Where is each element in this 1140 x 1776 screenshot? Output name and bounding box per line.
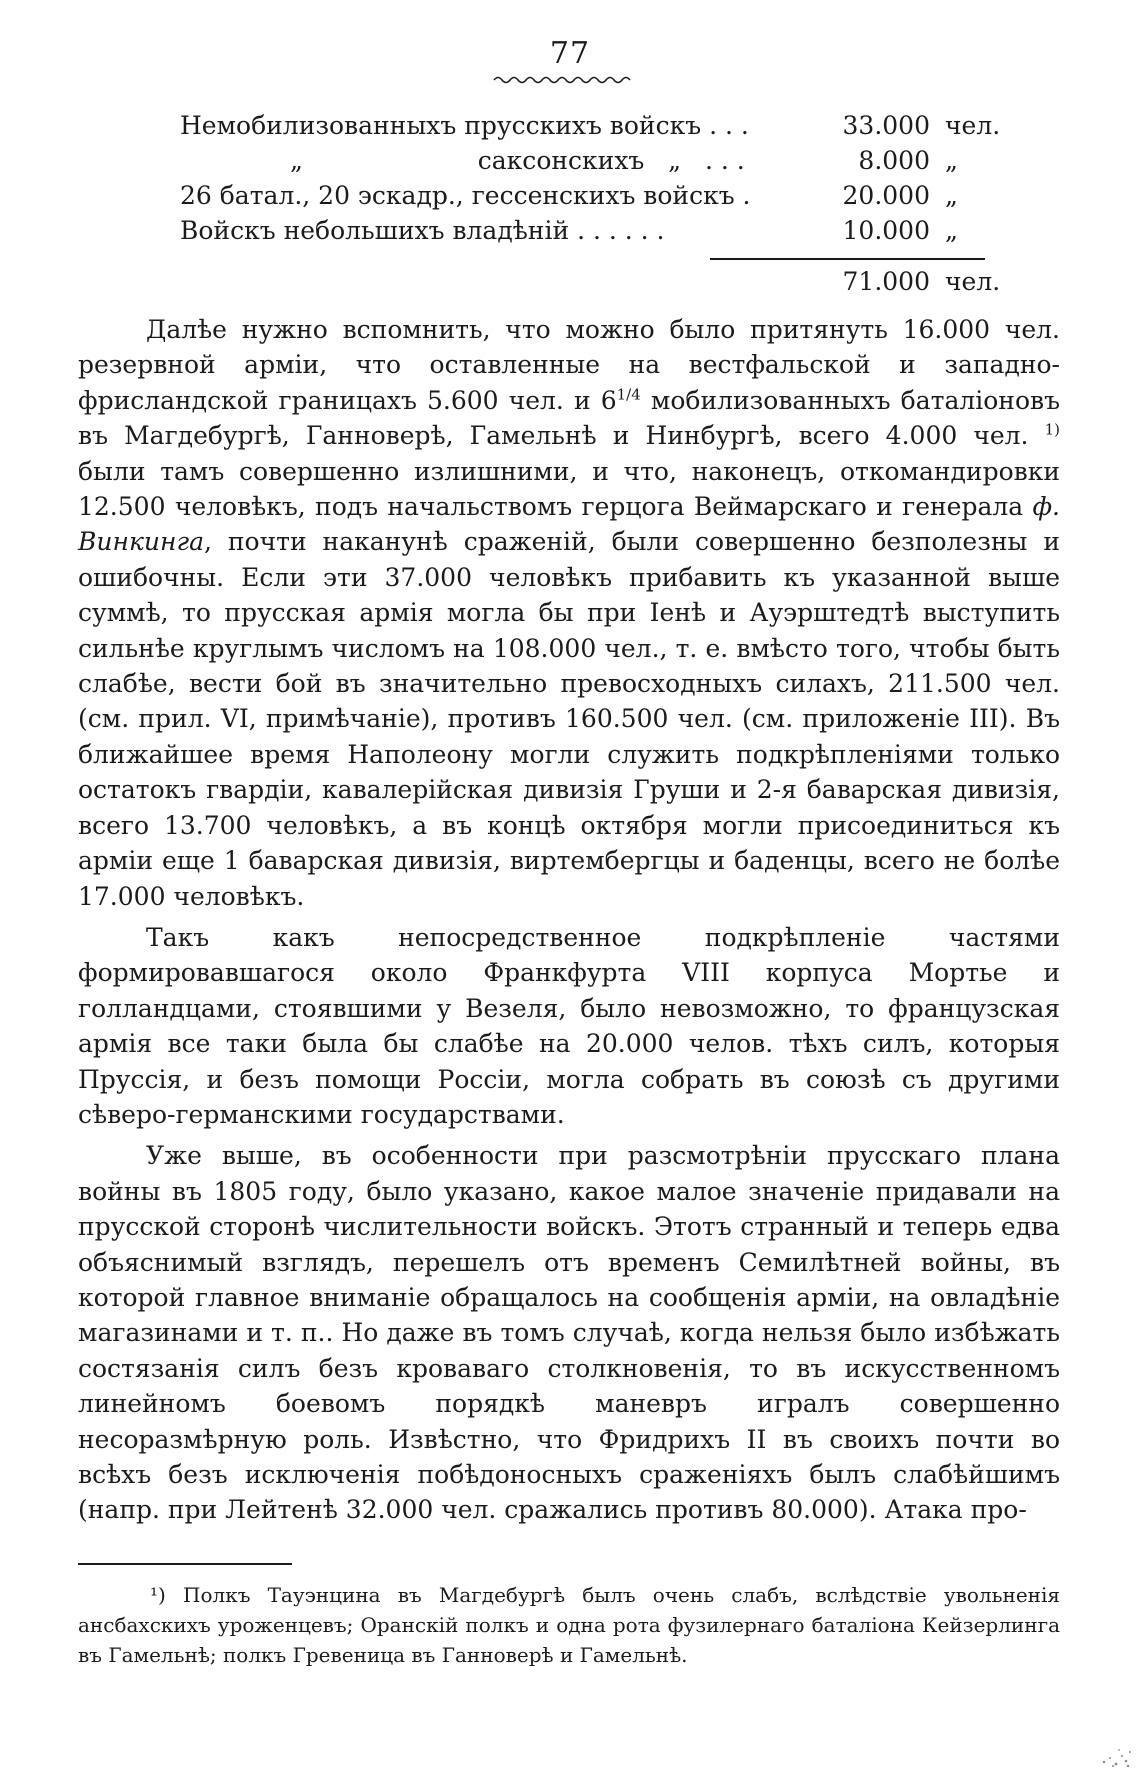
tally-total-value: 71.000 [842, 267, 930, 296]
emphasized-name: ф. Винкинга [78, 492, 1060, 557]
troop-tally [180, 108, 1001, 296]
text-run: Далѣе нужно вспомнить, что можно было притянуть 16.000 чел. резервной арміи, что оставленные на вестфальской и западно-фрисландской границахъ 5.600 чел. и 6 [78, 315, 1060, 415]
page-number: 77 [549, 36, 591, 71]
text-run: , почти наканунѣ сраженій, были совершенно безполезны и ошибочны. Если эти 37.000 человѣкъ прибавить къ указанной выше суммѣ, то прусская армія могла бы при Іенѣ и Ауэрштедтѣ выступить сильнѣе круглымъ числомъ на 108.000 чел., т. е. вмѣсто того, чтобы быть слабѣе, вести бой въ значительно превосходныхъ силахъ, 211.500 чел. (см. прил. VI, примѣчаніе), противъ 160.500 чел. (см. приложеніе III). Въ ближайшее время Наполеону могли служить подкрѣпленіями только остатокъ гвардіи, кавалерійская дивизія Груши и 2-я баварская дивизія, всего 13.700 человѣкъ, а въ концѣ октября могли присоединиться къ арміи еще 1 баварская дивизія, виртембергцы и баденцы, всего не болѣе 17.000 человѣкъ. [78, 527, 1060, 911]
fraction: 1/4 [616, 385, 641, 404]
tally-row [180, 213, 970, 248]
tally-label: Немобилизованныхъ прусскихъ войскъ . . . [180, 111, 749, 140]
sum-rule [710, 258, 985, 260]
tally-total [180, 264, 1001, 299]
text-run: были тамъ совершенно излишними, и что, наконецъ, откомандировки 12.500 человѣкъ, подъ начальствомъ герцога Веймарскаго и генерала [78, 456, 1060, 522]
tally-label: Войскъ небольшихъ владѣній . . . . . . [180, 216, 665, 245]
tally-unit: чел. [945, 111, 1001, 140]
scan-artifact-icon [1064, 1742, 1134, 1770]
tally-label: „ саксонскихъ „ . . . [290, 146, 745, 175]
tally-row [180, 178, 970, 213]
tally-value: 20.000 [842, 181, 930, 210]
tally-value: 33.000 [842, 111, 930, 140]
tally-row [180, 143, 970, 178]
tally-unit: „ [945, 216, 958, 245]
tally-row [180, 108, 1001, 143]
footnote [78, 1580, 1060, 1670]
footnote-reference: 1) [1044, 420, 1060, 439]
footnote-marker: ¹) [150, 1583, 166, 1607]
footnote-rule [78, 1563, 292, 1565]
tally-total-unit: чел. [945, 267, 1001, 296]
wavy-ornament-icon [492, 74, 632, 86]
footnote-text: Полкъ Тауэнцина въ Магдебургѣ былъ очень слабъ, вслѣдствіе увольненія ансбахскихъ уроженцевъ; Оранскій полкъ и одна рота фузилернаго баталіона Кейзерлинга въ Гамельнѣ; полкъ Гревеница въ Ганноверѣ и Гамельнѣ. [78, 1583, 1061, 1667]
paragraph [78, 312, 1060, 914]
tally-value: 10.000 [842, 216, 930, 245]
paragraph: Такъ какъ непосредственное подкрѣпленіе частями формировавшагося около Франкфурта VIII корпуса Мортье и голландцами, стоявшими у Везеля, было невозможно, то французская армія все таки была бы слабѣе на 20.000 челов. тѣхъ силъ, которыя Пруссія, и безъ помощи Россіи, могла собрать въ союзѣ съ другими сѣверо-германскими государствами. [78, 922, 1060, 1129]
tally-unit: „ [945, 181, 958, 210]
tally-label: 26 батал., 20 эскадр., гессенскихъ войскъ . [180, 181, 751, 210]
body-text [78, 312, 1060, 1534]
tally-value: 8.000 [858, 146, 930, 175]
text-run: мобилизованныхъ баталіоновъ въ Магдебургѣ, Ганноверѣ, Гамельнѣ и Нинбургѣ, всего 4.000 чел. [78, 385, 1060, 451]
paragraph: Уже выше, въ особенности при разсмотрѣніи прусскаго плана войны въ 1805 году, было указано, какое малое значеніе придавали на прусской сторонѣ числительности войскъ. Этотъ странный и теперь едва объяснимый взглядъ, перешелъ отъ временъ Семилѣтней войны, въ которой главное вниманіе обращалось на сообщенія арміи, на овладѣніе магазинами и т. п.. Но даже въ томъ случаѣ, когда нельзя было избѣжать состязанія силъ безъ кроваваго столкновенія, то въ искусственномъ линейномъ боевомъ порядкѣ маневръ игралъ совершенно несоразмѣрную роль. Извѣстно, что Фридрихъ II въ своихъ почти во всѣхъ безъ исключенія побѣдоносныхъ сраженіяхъ былъ слабѣйшимъ (напр. при Лейтенѣ 32.000 чел. сражались противъ 80.000). Атака про- [78, 1141, 1060, 1525]
tally-unit: „ [945, 146, 958, 175]
